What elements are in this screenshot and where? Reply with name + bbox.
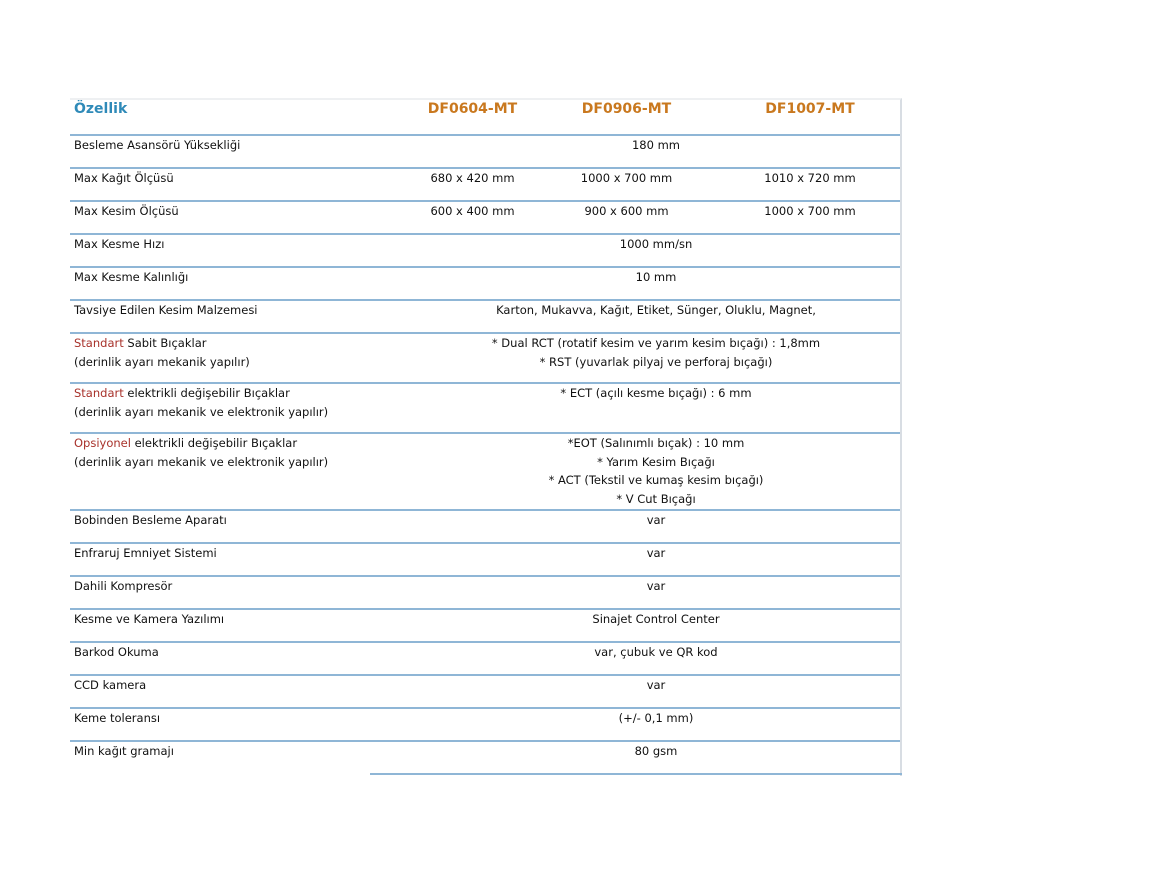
label-text: elektrikli değişebilir Bıçaklar xyxy=(130,436,298,450)
row-label: Enfraruj Emniyet Sistemi xyxy=(74,546,217,560)
row-value xyxy=(408,433,900,510)
value-line: * ACT (Tekstil ve kumaş kesim bıçağı) xyxy=(548,473,764,487)
table-row xyxy=(70,675,900,708)
row-label xyxy=(70,333,408,383)
row-value: Karton, Mukavva, Kağıt, Etiket, Sünger, Oluklu, Magnet, xyxy=(496,303,816,317)
row-value: var, çubuk ve QR kod xyxy=(594,645,718,659)
row-value: var xyxy=(646,546,666,560)
row-label-note: (derinlik ayarı mekanik ve elektronik yapılır) xyxy=(74,454,329,469)
cell-df0604: 600 x 400 mm xyxy=(430,204,515,218)
table-row xyxy=(70,543,900,576)
row-value: (+/- 0,1 mm) xyxy=(618,711,694,725)
row-label-line xyxy=(74,334,408,353)
row-value xyxy=(408,383,900,433)
row-value xyxy=(408,333,900,383)
table-row xyxy=(70,201,900,234)
spec-sheet xyxy=(70,98,902,776)
standard-tag: Standart xyxy=(74,336,124,350)
row-label xyxy=(70,383,408,433)
row-label: Min kağıt gramajı xyxy=(74,744,174,758)
row-label-line xyxy=(74,384,408,403)
optional-tag: Opsiyonel xyxy=(74,436,131,450)
standard-tag: Standart xyxy=(74,386,124,400)
table-row xyxy=(70,168,900,201)
cell-df1007: 1010 x 720 mm xyxy=(764,171,856,185)
cell-df0906: 900 x 600 mm xyxy=(584,204,669,218)
model-df1007-header: DF1007-MT xyxy=(765,101,855,117)
table-row xyxy=(70,433,900,510)
row-label-note: (derinlik ayarı mekanik ve elektronik yapılır) xyxy=(74,404,329,419)
row-label: Barkod Okuma xyxy=(74,645,159,659)
row-value: 80 gsm xyxy=(634,744,678,758)
table-row xyxy=(70,642,900,675)
row-value: var xyxy=(646,678,666,692)
row-label: Max Kağıt Ölçüsü xyxy=(74,171,174,185)
bottom-rule xyxy=(370,773,902,775)
row-label: Bobinden Besleme Aparatı xyxy=(74,513,227,527)
model-df0604-header: DF0604-MT xyxy=(427,101,518,117)
table-row xyxy=(70,333,900,383)
value-line: *EOT (Salınımlı bıçak) : 10 mm xyxy=(567,436,745,450)
row-value: var xyxy=(646,513,666,527)
row-value: 1000 mm/sn xyxy=(619,237,693,251)
value-line: * V Cut Bıçağı xyxy=(616,491,696,506)
table-row xyxy=(70,383,900,433)
label-text: elektrikli değişebilir Bıçaklar xyxy=(123,386,290,400)
row-label-note: (derinlik ayarı mekanik yapılır) xyxy=(74,354,250,369)
table-row xyxy=(70,576,900,609)
row-value: Sinajet Control Center xyxy=(592,612,720,626)
table-row xyxy=(70,267,900,300)
row-label: Max Kesme Kalınlığı xyxy=(74,270,189,284)
table-row xyxy=(70,708,900,741)
feature-column-header: Özellik xyxy=(74,101,128,117)
value-line: * Yarım Kesim Bıçağı xyxy=(597,454,715,469)
table-row xyxy=(70,510,900,543)
row-label: Max Kesme Hızı xyxy=(74,237,165,251)
table-row xyxy=(70,609,900,642)
row-value: 10 mm xyxy=(635,270,677,284)
label-text: Sabit Bıçaklar xyxy=(123,336,207,350)
table-row xyxy=(70,741,900,773)
cell-df1007: 1000 x 700 mm xyxy=(764,204,856,218)
row-label: Tavsiye Edilen Kesim Malzemesi xyxy=(74,303,258,317)
row-label: Kesme ve Kamera Yazılımı xyxy=(74,612,225,626)
table-header-row xyxy=(70,100,900,135)
spec-table xyxy=(70,100,900,773)
cell-df0906: 1000 x 700 mm xyxy=(580,171,673,185)
row-label: Besleme Asansörü Yüksekliği xyxy=(74,138,241,152)
value-line: * RST (yuvarlak pilyaj ve perforaj bıçağı) xyxy=(539,354,773,369)
row-label-line xyxy=(74,434,408,453)
table-row xyxy=(70,234,900,267)
row-label: Max Kesim Ölçüsü xyxy=(74,204,179,218)
row-label xyxy=(70,433,408,510)
row-value: var xyxy=(646,579,666,593)
row-label: Keme toleransı xyxy=(74,711,161,725)
row-value: 180 mm xyxy=(631,138,680,152)
value-line: * ECT (açılı kesme bıçağı) : 6 mm xyxy=(560,386,752,400)
row-label: Dahili Kompresör xyxy=(74,579,173,593)
value-line: * Dual RCT (rotatif kesim ve yarım kesim bıçağı) : 1,8mm xyxy=(491,336,821,350)
table-row xyxy=(70,300,900,333)
row-label: CCD kamera xyxy=(74,678,147,692)
model-df0906-header: DF0906-MT xyxy=(581,101,672,117)
cell-df0604: 680 x 420 mm xyxy=(430,171,515,185)
table-row xyxy=(70,135,900,168)
